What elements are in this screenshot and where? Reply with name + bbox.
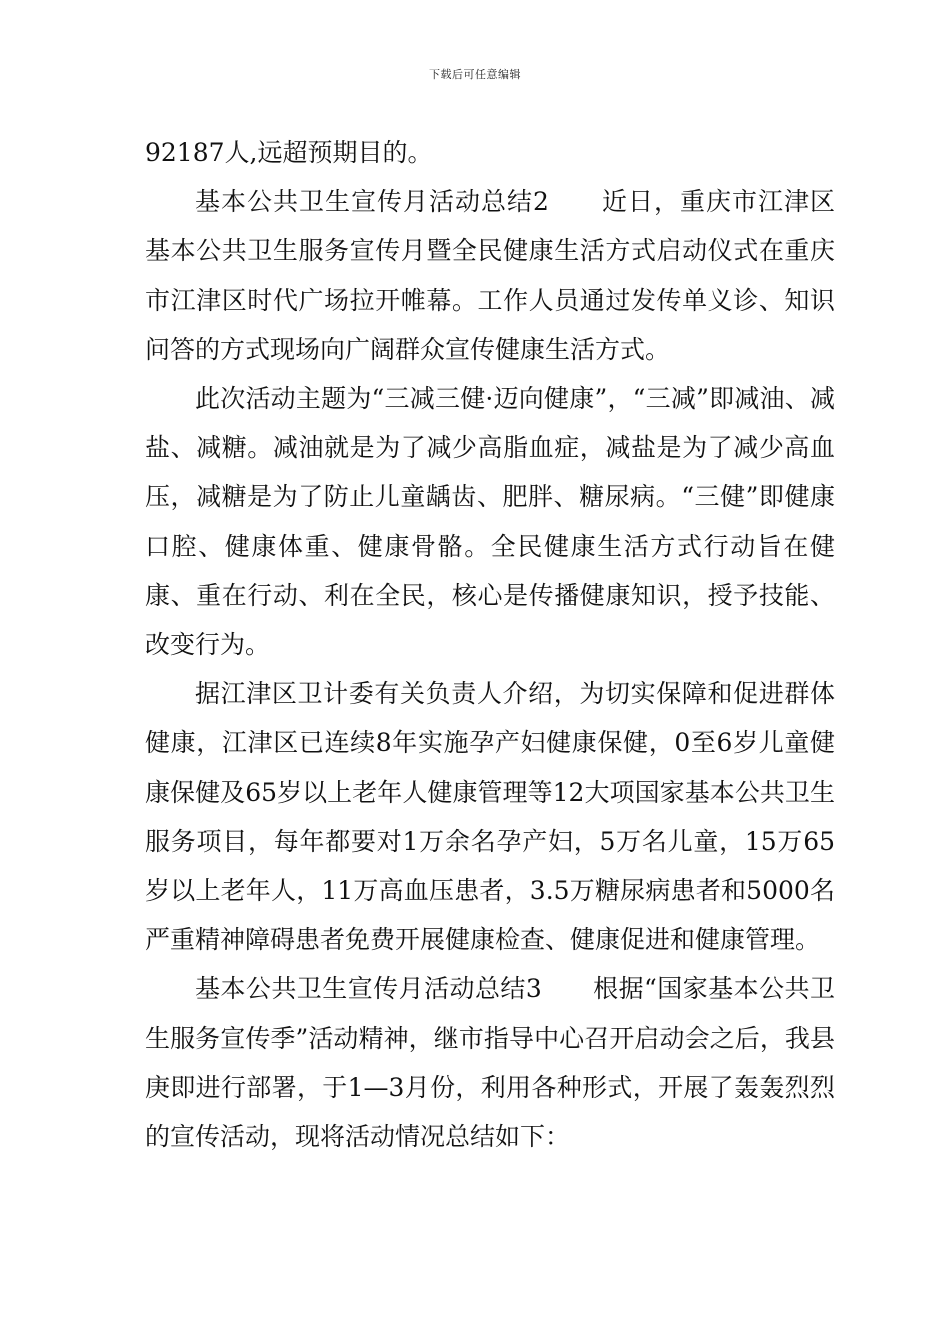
paragraph-1: 92187人,远超预期目的。 (145, 138, 433, 167)
paragraph-4: 据江津区卫计委有关负责人介绍，为切实保障和促进群体健康，江津区已连续8年实施孕产妇健康保健，0至6岁儿童健康保健及65岁以上老年人健康管理等12大项国家基本公共卫生服务项目，每年都要对1万余名孕产妇，5万名儿童，15万65岁以上老年人，11万高血压患者，3.5万糖尿病患者和5000名严重精神障碍患者免费开展健康检查、健康促进和健康管理。 (145, 679, 835, 955)
page-header-note: 下载后可任意编辑 (429, 68, 521, 81)
paragraph-5: 基本公共卫生宣传月活动总结3 根据“国家基本公共卫生服务宣传季”活动精神，继市指导中心召开启动会之后，我县庚即进行部署，于1—3月份，利用各种形式，开展了轰轰烈烈的宣传活动，现将活动情况总结如下： (145, 974, 835, 1152)
document-body (145, 128, 835, 1161)
paragraph-3: 此次活动主题为“三减三健·迈向健康”，“三减”即减油、减盐、减糖。减油就是为了减少高脂血症，减盐是为了减少高血压，减糖是为了防止儿童龋齿、肥胖、糖尿病。“三健”即健康口腔、健康体重、健康骨骼。全民健康生活方式行动旨在健康、重在行动、利在全民，核心是传播健康知识，授予技能、改变行为。 (145, 384, 835, 660)
paragraph-2: 基本公共卫生宣传月活动总结2 近日，重庆市江津区基本公共卫生服务宣传月暨全民健康生活方式启动仪式在重庆市江津区时代广场拉开帷幕。工作人员通过发传单义诊、知识问答的方式现场向广阔群众宣传健康生活方式。 (145, 187, 835, 364)
